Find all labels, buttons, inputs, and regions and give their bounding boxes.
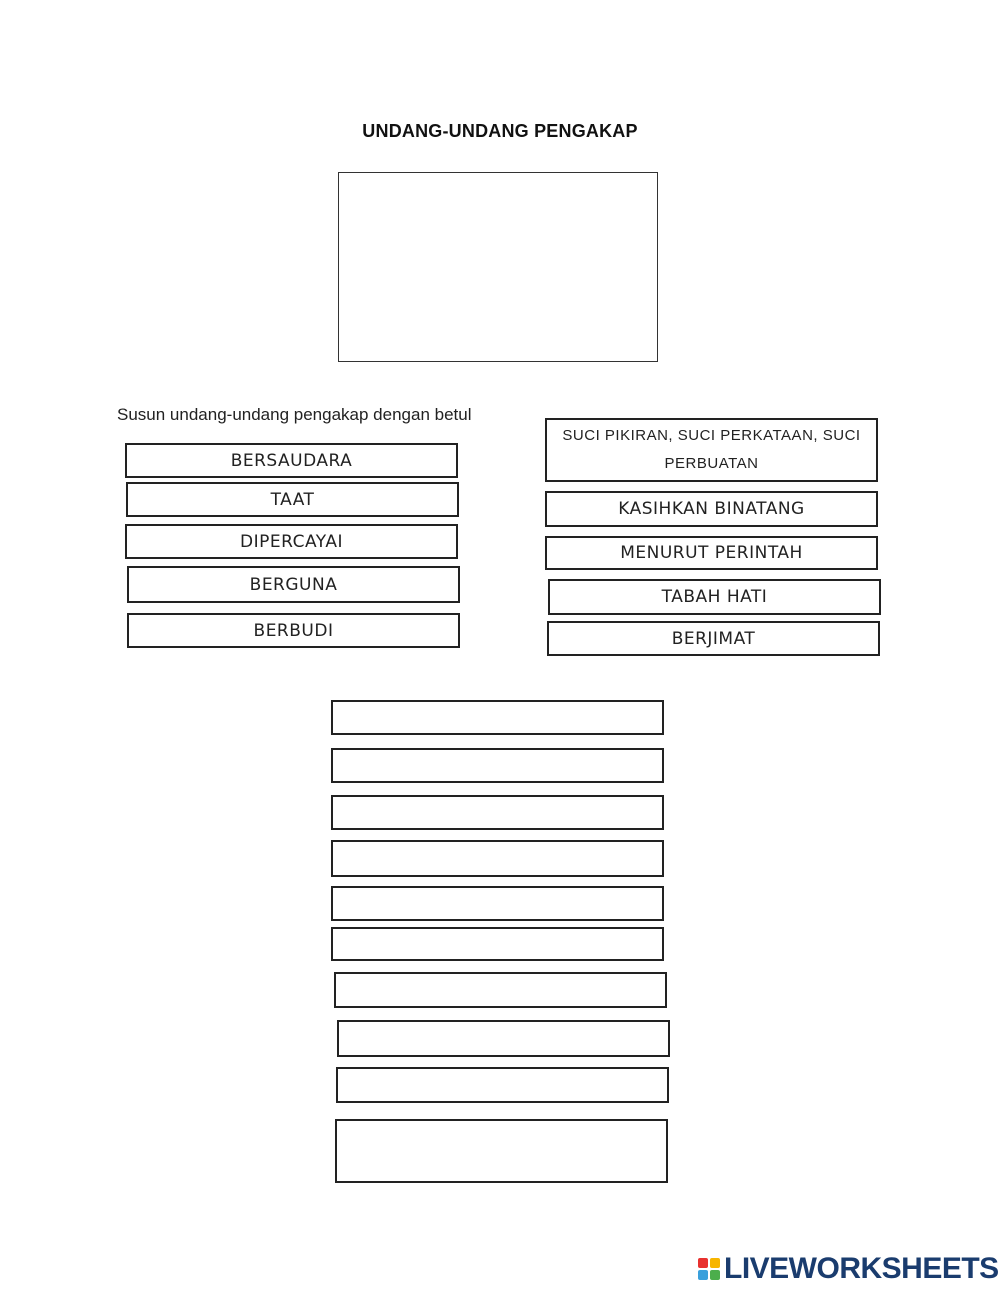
answer-slot[interactable] — [331, 700, 664, 735]
answer-slot[interactable] — [334, 972, 667, 1008]
answer-slot[interactable] — [335, 1119, 668, 1183]
answer-slot[interactable] — [331, 748, 664, 783]
logo-square — [710, 1258, 720, 1268]
answer-slot[interactable] — [336, 1067, 669, 1103]
word-card[interactable]: SUCI PIKIRAN, SUCI PERKATAAN, SUCI PERBUATAN — [545, 418, 878, 482]
answer-slot[interactable] — [331, 927, 664, 961]
logo-text: LIVEWORKSHEETS — [724, 1252, 999, 1285]
page-title: UNDANG-UNDANG PENGAKAP — [362, 121, 638, 141]
logo-square — [698, 1270, 708, 1280]
instruction-text: Susun undang-undang pengakap dengan betul — [117, 405, 472, 424]
answer-slot[interactable] — [331, 795, 664, 830]
logo-square — [698, 1258, 708, 1268]
word-card[interactable]: TAAT — [126, 482, 459, 517]
word-card[interactable]: BERSAUDARA — [125, 443, 458, 478]
word-card[interactable]: BERGUNA — [127, 566, 460, 603]
logo-square — [710, 1270, 720, 1280]
answer-slot[interactable] — [331, 840, 664, 877]
image-placeholder — [338, 172, 658, 362]
answer-slot[interactable] — [331, 886, 664, 921]
word-card[interactable]: BERBUDI — [127, 613, 460, 648]
logo-icon — [698, 1258, 720, 1280]
liveworksheets-logo — [698, 1253, 999, 1285]
word-card[interactable]: DIPERCAYAI — [125, 524, 458, 559]
word-card[interactable]: KASIHKAN BINATANG — [545, 491, 878, 527]
answer-slot[interactable] — [337, 1020, 670, 1057]
word-card[interactable]: TABAH HATI — [548, 579, 881, 615]
word-card[interactable]: BERJIMAT — [547, 621, 880, 656]
word-card[interactable]: MENURUT PERINTAH — [545, 536, 878, 570]
